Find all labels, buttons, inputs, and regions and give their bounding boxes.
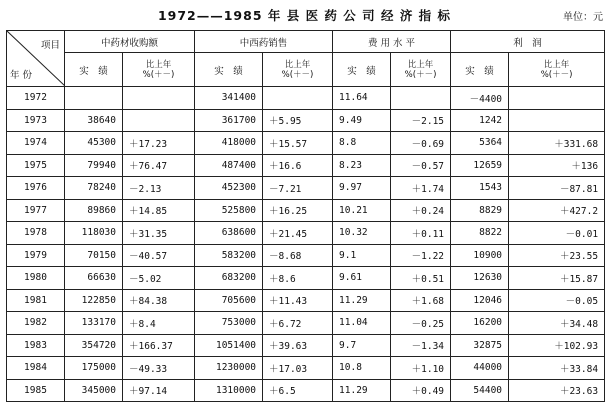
year-cell: 1976 bbox=[7, 177, 65, 200]
cost-change-cell: ＋0.24 bbox=[391, 199, 451, 222]
herb-actual-cell: 38640 bbox=[65, 109, 123, 132]
profit-actual-cell: 12659 bbox=[451, 154, 509, 177]
cost-actual-cell: 8.8 bbox=[333, 132, 391, 155]
year-cell: 1974 bbox=[7, 132, 65, 155]
profit-change-cell: ＋15.87 bbox=[509, 267, 605, 290]
cost-change-cell: －0.69 bbox=[391, 132, 451, 155]
profit-actual-cell: 5364 bbox=[451, 132, 509, 155]
cost-actual-header: 实 绩 bbox=[333, 53, 391, 87]
sales-compare-header bbox=[263, 53, 333, 87]
table-row bbox=[7, 267, 605, 290]
herb-actual-cell: 66630 bbox=[65, 267, 123, 290]
profit-change-cell bbox=[509, 109, 605, 132]
year-cell: 1978 bbox=[7, 222, 65, 245]
year-cell: 1975 bbox=[7, 154, 65, 177]
sales-actual-cell: 583200 bbox=[195, 244, 263, 267]
cost-actual-cell: 11.29 bbox=[333, 289, 391, 312]
cost-actual-cell: 10.21 bbox=[333, 199, 391, 222]
year-cell: 1981 bbox=[7, 289, 65, 312]
sales-actual-cell: 753000 bbox=[195, 312, 263, 335]
herb-compare-header bbox=[123, 53, 195, 87]
profit-actual-cell: 16200 bbox=[451, 312, 509, 335]
compare-line2: %(＋－) bbox=[404, 69, 437, 80]
table-row bbox=[7, 154, 605, 177]
herb-actual-cell bbox=[65, 87, 123, 110]
cost-change-cell: ＋0.11 bbox=[391, 222, 451, 245]
herb-change-cell bbox=[123, 109, 195, 132]
sales-actual-cell: 361700 bbox=[195, 109, 263, 132]
table-row bbox=[7, 357, 605, 380]
profit-change-cell: ＋102.93 bbox=[509, 334, 605, 357]
profit-change-cell: ＋331.68 bbox=[509, 132, 605, 155]
profit-actual-cell: 1543 bbox=[451, 177, 509, 200]
sales-actual-cell: 452300 bbox=[195, 177, 263, 200]
year-cell: 1977 bbox=[7, 199, 65, 222]
cost-change-cell: ＋1.68 bbox=[391, 289, 451, 312]
herb-change-cell: －40.57 bbox=[123, 244, 195, 267]
sales-actual-cell: 525800 bbox=[195, 199, 263, 222]
sales-change-cell: －8.68 bbox=[263, 244, 333, 267]
compare-line1: 比上年 bbox=[145, 59, 172, 70]
cost-actual-cell: 11.29 bbox=[333, 379, 391, 402]
sales-change-cell: ＋6.5 bbox=[263, 379, 333, 402]
cost-change-cell: －1.22 bbox=[391, 244, 451, 267]
sales-change-cell bbox=[263, 87, 333, 110]
group-header-cost: 费 用 水 平 bbox=[333, 31, 451, 53]
cost-compare-header bbox=[391, 53, 451, 87]
table-row bbox=[7, 312, 605, 335]
table-row bbox=[7, 222, 605, 245]
profit-change-cell: －0.05 bbox=[509, 289, 605, 312]
sales-change-cell: ＋39.63 bbox=[263, 334, 333, 357]
sales-change-cell: ＋11.43 bbox=[263, 289, 333, 312]
herb-change-cell: ＋31.35 bbox=[123, 222, 195, 245]
herb-actual-cell: 79940 bbox=[65, 154, 123, 177]
table-row bbox=[7, 177, 605, 200]
table-body bbox=[7, 87, 605, 402]
profit-actual-cell: 8822 bbox=[451, 222, 509, 245]
herb-change-cell: ＋17.23 bbox=[123, 132, 195, 155]
herb-change-cell: －2.13 bbox=[123, 177, 195, 200]
cost-actual-cell: 9.97 bbox=[333, 177, 391, 200]
sales-actual-cell: 341400 bbox=[195, 87, 263, 110]
sales-actual-header: 实 绩 bbox=[195, 53, 263, 87]
economic-indicators-table bbox=[6, 30, 605, 402]
sales-actual-cell: 638600 bbox=[195, 222, 263, 245]
sales-actual-cell: 705600 bbox=[195, 289, 263, 312]
profit-actual-cell: 10900 bbox=[451, 244, 509, 267]
sales-change-cell: ＋16.6 bbox=[263, 154, 333, 177]
table-row bbox=[7, 132, 605, 155]
year-cell: 1982 bbox=[7, 312, 65, 335]
herb-change-cell: ＋84.38 bbox=[123, 289, 195, 312]
cost-change-cell: ＋1.74 bbox=[391, 177, 451, 200]
herb-actual-cell: 78240 bbox=[65, 177, 123, 200]
compare-line1: 比上年 bbox=[543, 59, 570, 70]
herb-actual-cell: 133170 bbox=[65, 312, 123, 335]
profit-actual-cell: 44000 bbox=[451, 357, 509, 380]
sales-actual-cell: 683200 bbox=[195, 267, 263, 290]
profit-compare-header bbox=[509, 53, 605, 87]
year-header: 年 份 bbox=[10, 70, 33, 81]
sales-change-cell: ＋6.72 bbox=[263, 312, 333, 335]
profit-actual-cell: 32875 bbox=[451, 334, 509, 357]
sales-change-cell: ＋17.03 bbox=[263, 357, 333, 380]
cost-change-cell: －1.34 bbox=[391, 334, 451, 357]
herb-change-cell: ＋8.4 bbox=[123, 312, 195, 335]
cost-actual-cell: 9.1 bbox=[333, 244, 391, 267]
profit-change-cell: ＋427.2 bbox=[509, 199, 605, 222]
profit-actual-cell: 8829 bbox=[451, 199, 509, 222]
sales-actual-cell: 1051400 bbox=[195, 334, 263, 357]
year-cell: 1979 bbox=[7, 244, 65, 267]
cost-change-cell: －0.25 bbox=[391, 312, 451, 335]
sales-change-cell: ＋5.95 bbox=[263, 109, 333, 132]
year-cell: 1985 bbox=[7, 379, 65, 402]
herb-actual-cell: 175000 bbox=[65, 357, 123, 380]
profit-change-cell bbox=[509, 87, 605, 110]
year-cell: 1972 bbox=[7, 87, 65, 110]
herb-actual-cell: 70150 bbox=[65, 244, 123, 267]
cost-change-cell: －2.15 bbox=[391, 109, 451, 132]
profit-actual-header: 实 绩 bbox=[451, 53, 509, 87]
year-cell: 1984 bbox=[7, 357, 65, 380]
cost-actual-cell: 8.23 bbox=[333, 154, 391, 177]
cost-change-cell: －0.57 bbox=[391, 154, 451, 177]
herb-change-cell: ＋166.37 bbox=[123, 334, 195, 357]
profit-change-cell: －0.01 bbox=[509, 222, 605, 245]
herb-actual-cell: 122850 bbox=[65, 289, 123, 312]
cost-actual-cell: 11.04 bbox=[333, 312, 391, 335]
profit-actual-cell: －4400 bbox=[451, 87, 509, 110]
group-header-herb: 中药材收购额 bbox=[65, 31, 195, 53]
herb-change-cell: ＋97.14 bbox=[123, 379, 195, 402]
cost-actual-cell: 10.32 bbox=[333, 222, 391, 245]
table-row bbox=[7, 379, 605, 402]
table-row bbox=[7, 244, 605, 267]
sales-actual-cell: 1310000 bbox=[195, 379, 263, 402]
sales-change-cell: ＋21.45 bbox=[263, 222, 333, 245]
group-header-sales: 中西药销售 bbox=[195, 31, 333, 53]
herb-change-cell: ＋14.85 bbox=[123, 199, 195, 222]
profit-actual-cell: 12630 bbox=[451, 267, 509, 290]
table-row bbox=[7, 199, 605, 222]
herb-actual-cell: 345000 bbox=[65, 379, 123, 402]
compare-line2: %(＋－) bbox=[540, 69, 573, 80]
cost-change-cell: ＋0.49 bbox=[391, 379, 451, 402]
cost-actual-cell: 10.8 bbox=[333, 357, 391, 380]
profit-actual-cell: 12046 bbox=[451, 289, 509, 312]
unit-label: 单位：元 bbox=[563, 12, 603, 23]
table-row bbox=[7, 334, 605, 357]
herb-change-cell: －49.33 bbox=[123, 357, 195, 380]
year-cell: 1973 bbox=[7, 109, 65, 132]
herb-actual-cell: 89860 bbox=[65, 199, 123, 222]
sales-change-cell: －7.21 bbox=[263, 177, 333, 200]
cost-change-cell: ＋1.10 bbox=[391, 357, 451, 380]
profit-change-cell: ＋23.63 bbox=[509, 379, 605, 402]
herb-change-cell bbox=[123, 87, 195, 110]
sales-change-cell: ＋15.57 bbox=[263, 132, 333, 155]
cost-change-cell: ＋0.51 bbox=[391, 267, 451, 290]
sales-actual-cell: 487400 bbox=[195, 154, 263, 177]
group-header-profit: 利 润 bbox=[451, 31, 605, 53]
herb-actual-cell: 45300 bbox=[65, 132, 123, 155]
table-row bbox=[7, 87, 605, 110]
profit-actual-cell: 1242 bbox=[451, 109, 509, 132]
profit-change-cell: ＋136 bbox=[509, 154, 605, 177]
corner-header-cell bbox=[7, 31, 65, 87]
herb-actual-header: 实 绩 bbox=[65, 53, 123, 87]
compare-line2: %(＋－) bbox=[142, 69, 175, 80]
cost-actual-cell: 9.61 bbox=[333, 267, 391, 290]
cost-change-cell bbox=[391, 87, 451, 110]
sales-change-cell: ＋16.25 bbox=[263, 199, 333, 222]
year-cell: 1980 bbox=[7, 267, 65, 290]
sales-change-cell: ＋8.6 bbox=[263, 267, 333, 290]
cost-actual-cell: 11.64 bbox=[333, 87, 391, 110]
page-title: 1972——1985 年 县 医 药 公 司 经 济 指 标 bbox=[157, 8, 452, 23]
profit-change-cell: ＋33.84 bbox=[509, 357, 605, 380]
herb-actual-cell: 354720 bbox=[65, 334, 123, 357]
compare-line2: %(＋－) bbox=[281, 69, 314, 80]
year-cell: 1983 bbox=[7, 334, 65, 357]
table-row bbox=[7, 109, 605, 132]
profit-change-cell: ＋23.55 bbox=[509, 244, 605, 267]
profit-change-cell: ＋34.48 bbox=[509, 312, 605, 335]
herb-change-cell: －5.02 bbox=[123, 267, 195, 290]
herb-change-cell: ＋76.47 bbox=[123, 154, 195, 177]
table-row bbox=[7, 289, 605, 312]
compare-line1: 比上年 bbox=[284, 59, 311, 70]
cost-actual-cell: 9.49 bbox=[333, 109, 391, 132]
compare-line1: 比上年 bbox=[407, 59, 434, 70]
sales-actual-cell: 418000 bbox=[195, 132, 263, 155]
sales-actual-cell: 1230000 bbox=[195, 357, 263, 380]
project-header: 项目 bbox=[40, 40, 60, 51]
herb-actual-cell: 118030 bbox=[65, 222, 123, 245]
profit-change-cell: －87.81 bbox=[509, 177, 605, 200]
profit-actual-cell: 54400 bbox=[451, 379, 509, 402]
cost-actual-cell: 9.7 bbox=[333, 334, 391, 357]
